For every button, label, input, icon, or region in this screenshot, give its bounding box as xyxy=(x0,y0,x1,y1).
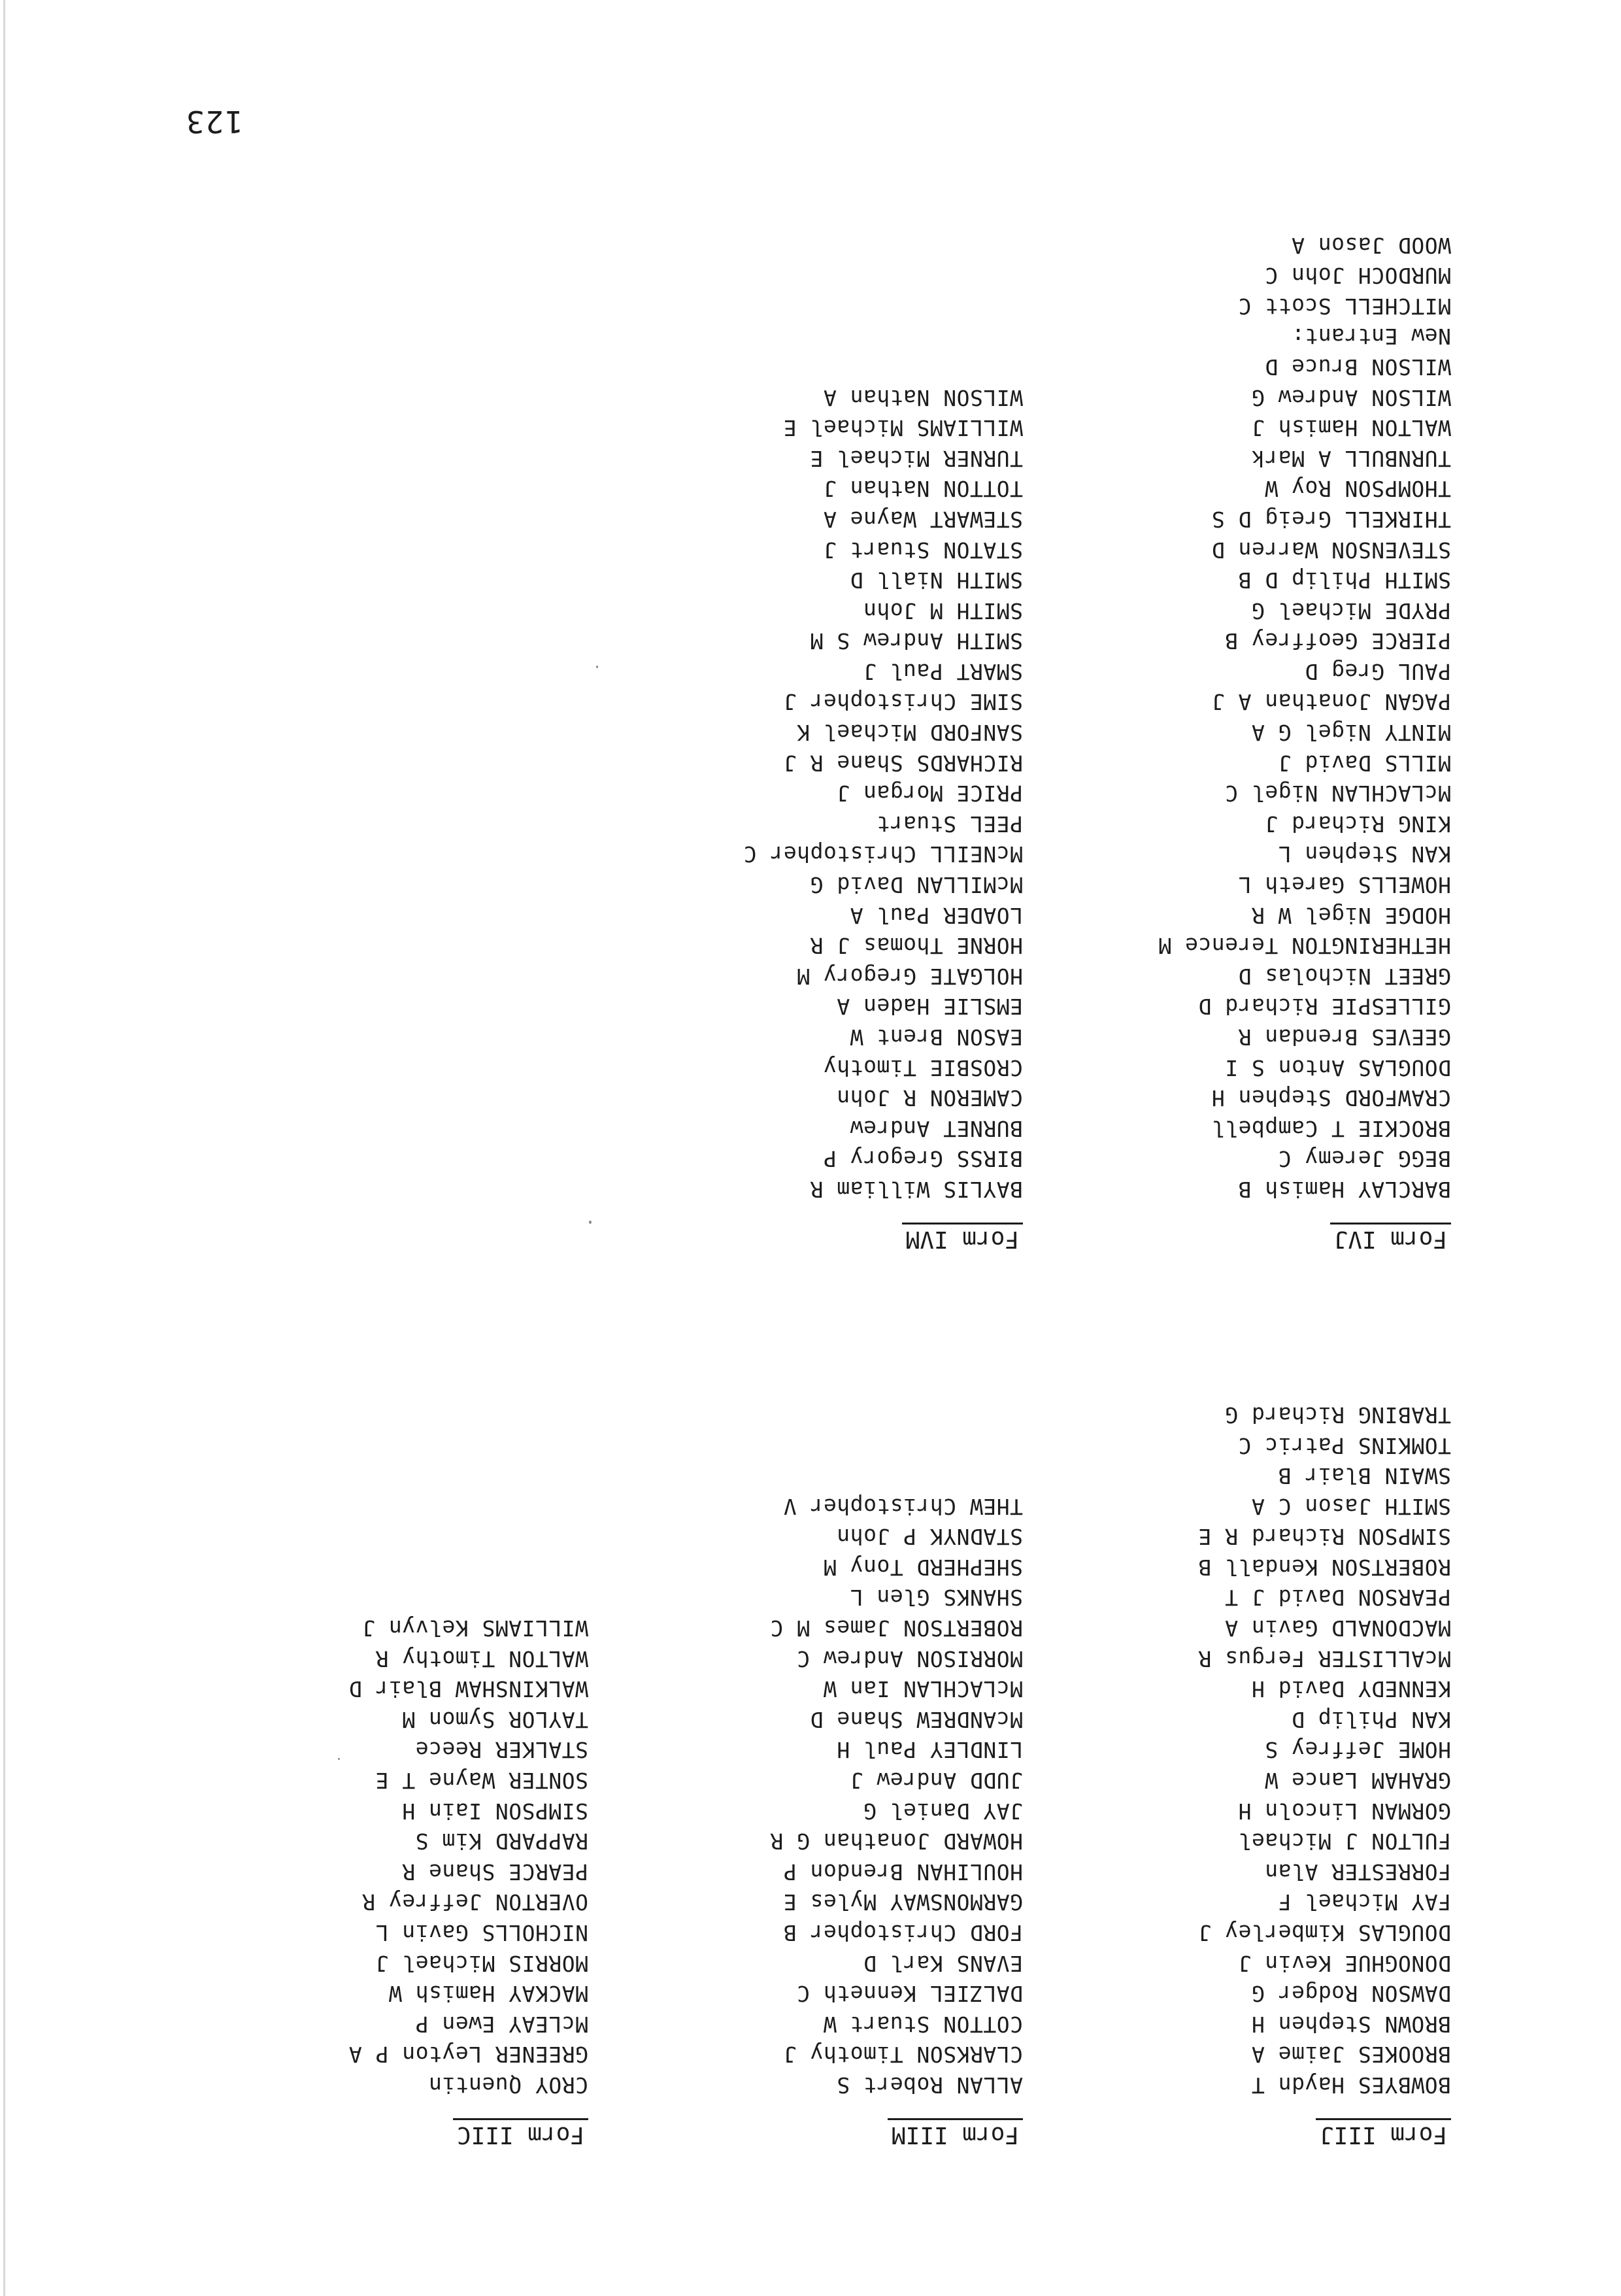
student-name: STEVENSON Warren D xyxy=(1211,537,1451,563)
student-name: THOMPSON Roy W xyxy=(1264,476,1451,502)
student-name: MORRIS Michael J xyxy=(375,1950,588,1976)
student-name: RICHARDS Shane R J xyxy=(783,750,1023,776)
student-name: PRICE Morgan J xyxy=(836,781,1023,807)
student-name: EVANS Karl D xyxy=(863,1950,1023,1976)
student-name: PEEL Stuart xyxy=(876,811,1023,837)
student-name: JAY Daniel G xyxy=(863,1798,1023,1824)
student-name: SMITH Philip D B xyxy=(1238,567,1451,594)
student-name: TURNBULL A Mark xyxy=(1251,445,1451,471)
student-name: PEARCE Shane R xyxy=(401,1859,588,1885)
new-entrant-name: MITCHELL Scott C xyxy=(1238,293,1451,319)
new-entrant-label: New Entrant: xyxy=(1291,324,1451,350)
student-name: PAUL Greg D xyxy=(1304,658,1451,684)
form-iiic-section xyxy=(348,1613,588,2150)
student-name: EASON Brent W xyxy=(850,1024,1023,1051)
student-name: GRAHAM Lance W xyxy=(1264,1768,1451,1794)
student-name: McANDREW Shane D xyxy=(810,1706,1023,1732)
page-number: 123 xyxy=(184,104,243,139)
student-name: WILSON Nathan A xyxy=(823,384,1023,411)
form-iiic-heading: Form IIIC xyxy=(453,2118,588,2149)
form-iiij-section xyxy=(1198,1399,1451,2149)
student-name: HOWARD Jonathan G R xyxy=(770,1829,1023,1855)
student-name: SMITH M John xyxy=(863,598,1023,624)
student-name: GORMAN Lincoln H xyxy=(1238,1798,1451,1824)
student-name: ROBERTSON Kendall B xyxy=(1198,1554,1451,1580)
student-name: WALTON Timothy R xyxy=(375,1646,588,1672)
student-name: GREENER Leyton P A xyxy=(348,2042,588,2068)
form-iiij-heading: Form IIIJ xyxy=(1316,2118,1451,2149)
student-name: MACKAY Hamish W xyxy=(388,1981,588,2007)
student-name: BROOKES Jaime A xyxy=(1251,2042,1451,2068)
form-iiic-name-list xyxy=(348,1613,588,2101)
student-name: FULTON J Michael xyxy=(1238,1829,1451,1855)
student-name: FORD Christopher B xyxy=(783,1920,1023,1946)
new-entrant-name: WOOD Jason A xyxy=(1291,232,1451,258)
student-name: GILLESPIE Richard D xyxy=(1198,994,1451,1020)
student-name: HOME Jeffrey S xyxy=(1264,1737,1451,1763)
form-ivm-section xyxy=(743,382,1023,1253)
student-name: STADNYK P John xyxy=(836,1524,1023,1550)
student-name: BURNET Andrew xyxy=(850,1115,1023,1141)
student-name: LINDLEY Paul H xyxy=(836,1737,1023,1763)
student-name: SMITH Niall D xyxy=(850,567,1023,594)
student-name: ALLAN Robert S xyxy=(836,2072,1023,2098)
student-name: TOMKINS Patric C xyxy=(1238,1432,1451,1459)
student-name: TAYLOR Symon M xyxy=(401,1706,588,1732)
student-name: PAGAN Jonathan A J xyxy=(1211,689,1451,715)
student-name: BROWN Stephen H xyxy=(1251,2011,1451,2037)
student-name: STEWART Wayne A xyxy=(823,506,1023,532)
student-name: BEGG Jeremy C xyxy=(1278,1146,1451,1172)
form-iiim-name-list xyxy=(770,1491,1023,2100)
student-name: CRAWFORD Stephen H xyxy=(1211,1085,1451,1111)
student-name: OVERTON Jeffrey R xyxy=(361,1889,588,1916)
student-name: DONOGHUE Kevin J xyxy=(1238,1950,1451,1976)
form-ivm-name-list xyxy=(743,382,1023,1204)
student-name: SIME Christopher J xyxy=(783,689,1023,715)
student-name: BIRSS Gregory P xyxy=(823,1146,1023,1172)
student-name: McALLISTER Fergus R xyxy=(1198,1646,1451,1672)
student-name: SMITH Jason C A xyxy=(1251,1493,1451,1519)
student-name: KING Richard J xyxy=(1264,811,1451,837)
student-name: JUDD Andrew J xyxy=(850,1768,1023,1794)
student-name: KAN Philip D xyxy=(1291,1706,1451,1732)
student-name: HOULIHAN Brendon P xyxy=(783,1859,1023,1885)
student-name: HOWELLS Gareth L xyxy=(1238,872,1451,898)
student-name: SMART Paul J xyxy=(863,658,1023,684)
student-name: BAYLIS William R xyxy=(810,1177,1023,1202)
student-name: SONTER Wayne T E xyxy=(375,1768,588,1794)
student-name: GARMONSWAY Myles E xyxy=(783,1889,1023,1916)
form-ivj-name-list xyxy=(1158,351,1451,1204)
student-name: McLACHLAN Nigel C xyxy=(1224,781,1451,807)
student-name: DOUGLAS Kimberley J xyxy=(1198,1920,1451,1946)
student-name: McNEILL Christopher C xyxy=(743,841,1023,868)
student-name: DOUGLAS Anton S I xyxy=(1224,1055,1451,1081)
student-name: TRABING Richard G xyxy=(1224,1402,1451,1428)
student-name: GEEVES Brendan R xyxy=(1238,1024,1451,1051)
student-name: TOTTON Nathan J xyxy=(823,476,1023,502)
student-name: COTTON Stuart W xyxy=(823,2011,1023,2037)
student-name: MORRISON Andrew C xyxy=(796,1646,1023,1672)
student-name: WILLIAMS Michael E xyxy=(783,415,1023,441)
scan-speck xyxy=(596,666,598,668)
student-name: MACDONALD Gavin A xyxy=(1224,1615,1451,1642)
student-name: SWAIN Blair B xyxy=(1278,1463,1451,1489)
form-ivj-section xyxy=(1158,229,1451,1253)
student-name: McLEAY Ewen P xyxy=(415,2011,588,2037)
student-name: BARCLAY Hamish B xyxy=(1238,1177,1451,1202)
student-name: DAWSON Rodger G xyxy=(1251,1981,1451,2007)
student-name: CROSBIE Timothy xyxy=(823,1055,1023,1081)
student-name: RAPPARD Kim S xyxy=(415,1829,588,1855)
student-name: SIMPSON Iain H xyxy=(401,1798,588,1824)
student-name: KENNEDY David H xyxy=(1251,1676,1451,1702)
student-name: SMITH Andrew S M xyxy=(810,628,1023,654)
student-name: EMSLIE Haden A xyxy=(836,994,1023,1020)
student-name: BROCKIE T Campbell xyxy=(1211,1115,1451,1141)
student-name: CAMERON R John xyxy=(836,1085,1023,1111)
student-name: FAY Michael F xyxy=(1278,1889,1451,1916)
student-name: ROBERTSON James M C xyxy=(770,1615,1023,1642)
student-name: CLARKSON Timothy J xyxy=(783,2042,1023,2068)
student-name: SHANKS Glen L xyxy=(850,1585,1023,1611)
student-name: STALKER Reece xyxy=(415,1737,588,1763)
form-ivj-heading: Form IVJ xyxy=(1330,1223,1451,1253)
form-iiij-name-list xyxy=(1198,1399,1451,2100)
form-ivm-heading: Form IVM xyxy=(902,1223,1023,1253)
student-name: HORNE Thomas J R xyxy=(810,933,1023,959)
student-name: WILLIAMS Kelvyn J xyxy=(361,1615,588,1642)
student-name: WILSON Andrew G xyxy=(1251,384,1451,411)
student-name: GREET Nicholas D xyxy=(1238,963,1451,989)
student-name: BOWBYES Haydn T xyxy=(1251,2072,1451,2098)
student-name: DALZIEL Kenneth C xyxy=(796,1981,1023,2007)
student-name: PEARSON David J T xyxy=(1224,1585,1451,1611)
scan-speck xyxy=(589,1221,592,1224)
student-name: SANFORD Michael K xyxy=(796,720,1023,746)
student-name: McMILLAN David G xyxy=(810,872,1023,898)
student-name: CROY Quentin xyxy=(428,2072,588,2098)
student-name: THEW Christopher V xyxy=(783,1493,1023,1519)
student-name: HETHERINGTON Terence M xyxy=(1158,933,1451,959)
student-name: THIRKELL Greig D S xyxy=(1211,506,1451,532)
student-name: LOADER Paul A xyxy=(850,902,1023,928)
student-name: MILLS David J xyxy=(1278,750,1451,776)
student-name: WILSON Bruce D xyxy=(1264,354,1451,380)
student-name: KAN Stephen L xyxy=(1278,841,1451,868)
student-name: WALKINSHAW Blair D xyxy=(348,1676,588,1702)
student-name: FORRESTER Alan xyxy=(1264,1859,1451,1885)
student-name: PRYDE Michael G xyxy=(1251,598,1451,624)
student-name: HODGE Nigel W R xyxy=(1251,902,1451,928)
student-name: SHEPHERD Tony M xyxy=(823,1554,1023,1580)
student-name: McLACHLAN Ian W xyxy=(823,1676,1023,1702)
student-name: TURNER Michael E xyxy=(810,445,1023,471)
form-iiim-section xyxy=(770,1491,1023,2149)
student-name: NICHOLLS Gavin L xyxy=(375,1920,588,1946)
student-name: MINTY Nigel G A xyxy=(1251,720,1451,746)
student-name: WALTON Hamish J xyxy=(1251,415,1451,441)
scan-speck xyxy=(338,1758,340,1760)
student-name: PIERCE Geoffrey B xyxy=(1224,628,1451,654)
student-name: STATON Stuart J xyxy=(823,537,1023,563)
student-name: SIMPSON Richard R E xyxy=(1198,1524,1451,1550)
new-entrant-list xyxy=(1158,229,1451,321)
student-name: HOLGATE Gregory M xyxy=(796,963,1023,989)
form-iiim-heading: Form IIIM xyxy=(888,2118,1023,2149)
binder-edge xyxy=(3,0,5,2296)
new-entrant-name: MURDOCH John C xyxy=(1264,263,1451,289)
